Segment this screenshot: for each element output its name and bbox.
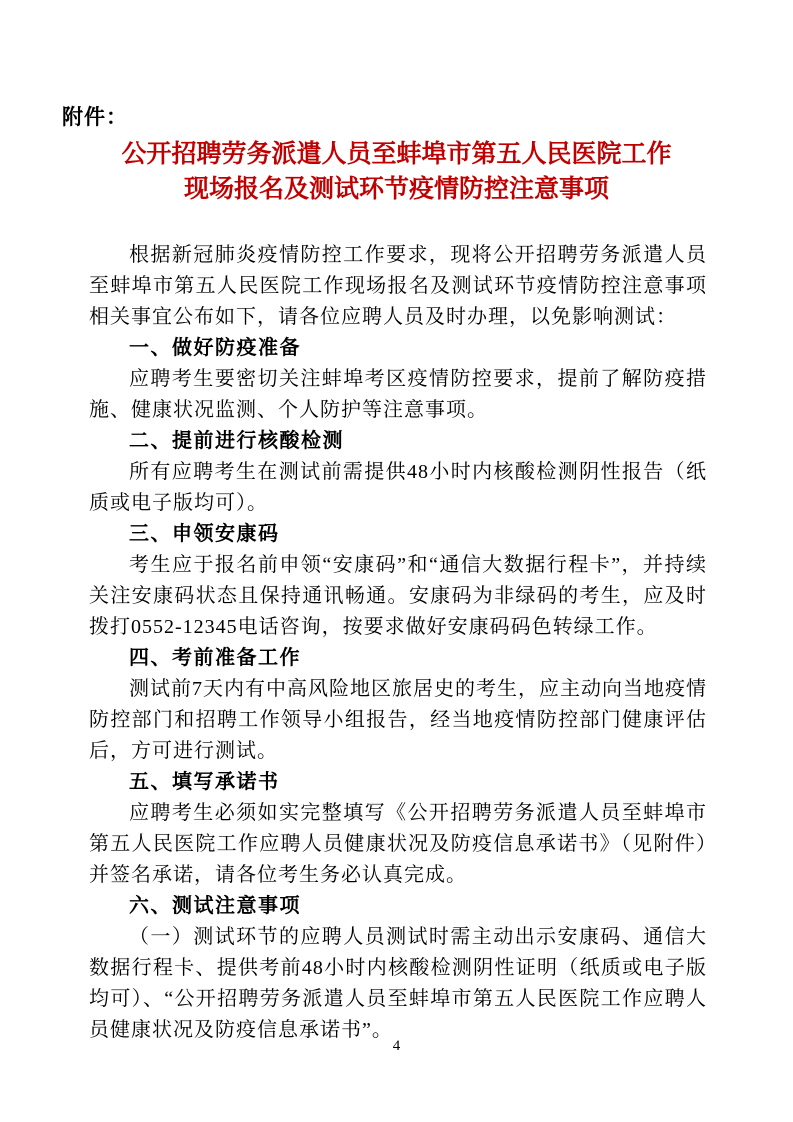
section-heading: 二、提前进行核酸检测 (129, 430, 344, 452)
section-paragraph: 应聘考生要密切关注蚌埠考区疫情防控要求，提前了解防疫措施、健康状况监测、个人防护等注意事项。 (89, 368, 707, 421)
page-number: 4 (392, 1038, 401, 1054)
section-paragraph: 测试前7天内有中高风险地区旅居史的考生，应主动向当地疫情防控部门和招聘工作领导小组报告，经当地疫情防控部门健康评估后，方可进行测试。 (89, 678, 707, 762)
title-line-2: 现场报名及测试环节疫情防控注意事项 (183, 175, 609, 203)
section-paragraph: 所有应聘考生在测试前需提供48小时内核酸检测阴性报告（纸质或电子版均可）。 (89, 461, 707, 514)
intro-paragraph: 根据新冠肺炎疫情防控工作要求，现将公开招聘劳务派遣人员至蚌埠市第五人民医院工作现场报名及测试环节疫情防控注意事项相关事宜公布如下，请各位应聘人员及时办理，以免影响测试： (89, 244, 707, 328)
attachment-label: 附件： (62, 106, 128, 129)
section-heading: 五、填写承诺书 (129, 771, 280, 793)
section-heading: 六、测试注意事项 (129, 895, 301, 917)
section-paragraph: （一）测试环节的应聘人员测试时需主动出示安康码、通信大数据行程卡、提供考前48小时内核酸检测阴性证明（纸质或电子版均可）、“公开招聘劳务派遣人员至蚌埠市第五人民医院工作应聘人员健康状况及防疫信息承诺书”。 (89, 926, 707, 1041)
section-heading: 一、做好防疫准备 (129, 337, 301, 359)
title-line-1: 公开招聘劳务派遣人员至蚌埠市第五人民医院工作 (121, 140, 672, 168)
section-heading: 四、考前准备工作 (129, 647, 301, 669)
section-heading: 三、申领安康码 (129, 523, 280, 545)
sections-container (89, 333, 707, 1046)
document-title (0, 137, 793, 207)
document-body (89, 240, 707, 1046)
section-paragraph: 考生应于报名前申领“安康码”和“通信大数据行程卡”，并持续关注安康码状态且保持通讯畅通。安康码为非绿码的考生，应及时拨打0552-12345电话咨询，按要求做好安康码码色转绿工作。 (89, 554, 707, 638)
section-paragraph: 应聘考生必须如实完整填写《公开招聘劳务派遣人员至蚌埠市第五人民医院工作应聘人员健康状况及防疫信息承诺书》（见附件）并签名承诺，请各位考生务必认真完成。 (89, 802, 707, 886)
